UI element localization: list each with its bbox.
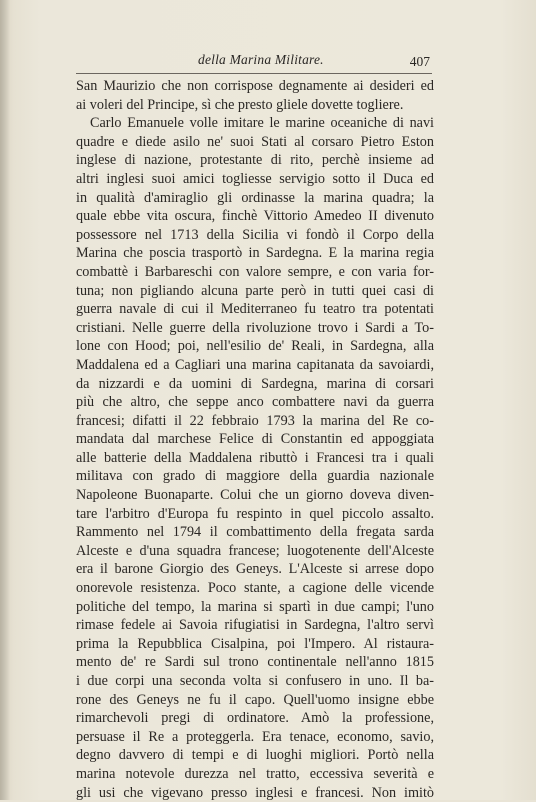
text-line: gli usi che vigevano presso inglesi e francesi. Non imitò [76, 784, 434, 801]
text-line: tuna; non pigliando alcuna parte però in tutti quei casi di [76, 282, 434, 299]
text-line: in qualità d'amiraglio gli ordinasse la marina quadra; la [76, 189, 434, 206]
text-line: Napoleone Buonaparte. Colui che un giorno doveva diven- [76, 487, 434, 504]
text-line: i due corpi una seconda volta si confusero in uno. Il ba- [76, 673, 434, 689]
text-line: possessore nel 1713 della Sicilia vi fondò il Corpo della [76, 226, 434, 243]
text-line: quadre e diede asilo ne' suoi Stati al corsaro Pietro Eston [76, 133, 434, 150]
page-number: 407 [409, 54, 430, 69]
text-line: mento de' re Sardi sul trono continentale nell'anno 1815 [76, 654, 434, 671]
body-text [76, 77, 434, 802]
text-line: inglese di nazione, protestante di rito, perchè insieme ad [76, 152, 434, 169]
text-line: quale ebbe vita oscura, finchè Vittorio Amedeo II divenuto [76, 208, 434, 225]
text-line: francesi; difatti il 22 febbraio 1793 la marina del Re co- [76, 412, 434, 429]
text-line: politiche del tempo, la marina si spartì in due campi; l'uno [76, 598, 434, 615]
text-line: Carlo Emanuele volle imitare le marine oceaniche di navi [90, 115, 434, 132]
text-line: onorevole resistenza. Poco stante, a cagione delle vicende [76, 580, 434, 597]
text-line: ai voleri del Principe, sì che presto gliele dovette togliere. [76, 96, 404, 113]
text-line: militava con grado di maggiore della guardia nazionale [76, 468, 434, 485]
header-rule [76, 73, 432, 74]
text-line: rimarchevoli pregi di ordinatore. Amò la professione, [76, 710, 434, 727]
text-line: Marina che poscia trasportò in Sardegna. E la marina regia [76, 245, 434, 262]
text-line: Alceste e d'una squadra francese; luogotenente dell'Alceste [76, 542, 434, 559]
text-line: lone con Hood; poi, nell'esilio de' Reali, in Sardegna, alla [76, 338, 434, 355]
text-line: San Maurizio che non corrispose degnamente ai desideri ed [76, 78, 434, 94]
text-line: più che altro, che seppe anco combattere navi da guerra [76, 394, 434, 411]
text-line: degno davvero di tempi e di luoghi migliori. Portò nella [76, 747, 434, 764]
text-line: prima la Repubblica Cisalpina, poi l'Impero. Al ristaura- [76, 635, 434, 652]
running-head [76, 50, 434, 72]
text-line: Rammento nel 1794 il combattimento della fregata sarda [76, 524, 434, 541]
text-line: da nizzardi e da uomini di Sardegna, marina di corsari [76, 375, 434, 392]
text-line: altri inglesi suoi amici togliesse servigio sotto il Duca ed [76, 170, 434, 187]
text-line: persuase il Re a proteggerla. Era tenace, economo, savio, [76, 728, 434, 745]
text-line: guerra navale di cui il Mediterraneo fu teatro tra potentati [76, 301, 434, 318]
text-line: mandata dal marchese Felice di Constantin ed appoggiata [76, 431, 434, 448]
text-line: cristiani. Nelle guerre della rivoluzione trovo i Sardi a To- [76, 319, 434, 336]
running-title: della Marina Militare. [198, 52, 324, 67]
text-line: tare l'arbitro d'Europa fu respinto in quel piccolo assalto. [76, 505, 434, 522]
text-line: rimase fedele ai Savoia rifugiatisi in Sardegna, l'altro servì [76, 617, 434, 634]
text-line: combattè i Barbareschi con valore sempre, e con varia for- [76, 263, 434, 280]
page-gutter-shadow [0, 0, 10, 800]
text-line: rone des Geneys ne fu il capo. Quell'uomo insigne ebbe [76, 691, 434, 708]
text-line: alle batterie della Maddalena ributtò i Francesi tra i quali [76, 449, 434, 466]
text-line: marina notevole durezza nel tratto, eccessiva severità e [76, 765, 434, 782]
text-line: era il barone Giorgio des Geneys. L'Alceste si arrese dopo [76, 561, 434, 578]
text-line: Maddalena ed a Cagliari una marina capitanata da savoiardi, [76, 356, 434, 373]
